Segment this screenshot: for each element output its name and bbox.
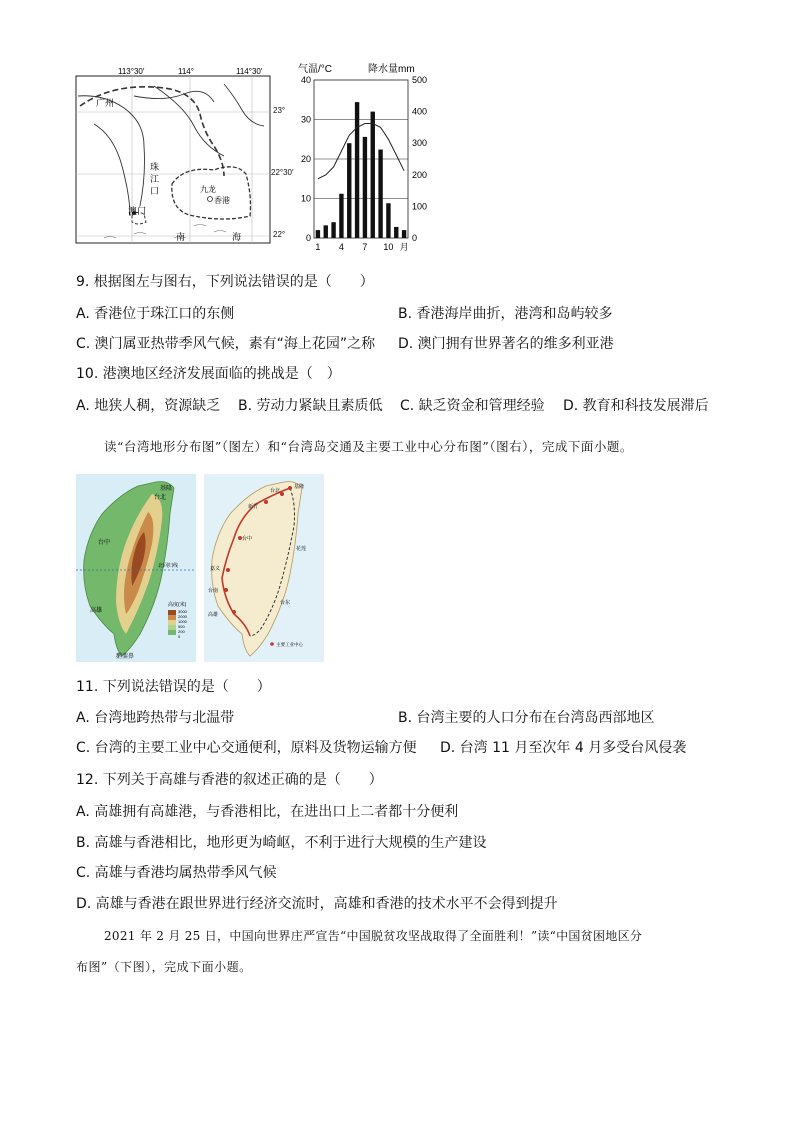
q10-stem: 10. 港澳地区经济发展面临的挑战是（ ）: [76, 366, 341, 382]
precip-bar: [402, 230, 406, 238]
q9-stem: 9. 根据图左与图右，下列说法错误的是（ ）: [76, 274, 374, 290]
precip-bar: [378, 150, 382, 238]
tr-label-tropic: 北回归线: [158, 563, 179, 569]
lon-label-1: 113°30′: [118, 67, 145, 76]
q10-option-a[interactable]: A. 地狭人稠，资源缺乏: [76, 398, 221, 414]
ylabel-right: 降水量mm: [368, 64, 415, 75]
tr-label-kaohsiung: 高雄: [90, 608, 103, 614]
label-xianggang: 香港: [214, 196, 230, 205]
label-hai: 海: [232, 232, 242, 242]
label-kou: 口: [150, 186, 160, 196]
precip-bar: [339, 194, 343, 238]
precip-bar: [371, 112, 375, 238]
label-nan: 南: [176, 232, 186, 242]
q11-stem: 11. 下列说法错误的是（ ）: [76, 679, 271, 695]
terrain-legend-v4: 500: [178, 624, 185, 629]
tt-label-taitung: 台东: [280, 600, 291, 606]
tr-label-keelung: 基隆: [160, 486, 173, 492]
precip-bar: [355, 102, 359, 238]
q10-option-c[interactable]: C. 缺乏资金和管理经验: [400, 398, 545, 414]
precip-bar: [316, 230, 320, 238]
label-aomen: 澳门: [128, 206, 147, 216]
tt-label-hsinchu: 新竹: [248, 504, 259, 510]
q9-option-a[interactable]: A. 香港位于珠江口的东侧: [76, 306, 235, 322]
right-tick-label: 400: [412, 106, 428, 117]
lat-label-3: 22°: [273, 230, 286, 239]
q11-option-c[interactable]: C. 台湾的主要工业中心交通便利，原料及货物运输方便: [76, 740, 417, 756]
right-tick-label: 200: [412, 169, 428, 180]
q11-option-b[interactable]: B. 台湾主要的人口分布在台湾岛西部地区: [398, 710, 655, 726]
q11-option-d[interactable]: D. 台湾 11 月至次年 4 月多受台风侵袭: [440, 740, 687, 756]
q11-option-a[interactable]: A. 台湾地跨热带与北温带: [76, 710, 235, 726]
q12-option-d[interactable]: D. 高雄与香港在跟世界进行经济交流时，高雄和香港的技术水平不会得到提升: [76, 896, 558, 912]
tt-label-taichung: 台中: [242, 536, 253, 542]
terrain-legend-v3: 1000: [178, 619, 187, 624]
left-tick-label: 40: [300, 75, 311, 85]
left-tick-label: 30: [300, 114, 311, 125]
right-tick-label: 300: [412, 138, 428, 149]
temperature-line: [318, 124, 404, 179]
taiwan-transport-map: [204, 474, 324, 662]
tt-label-hualien: 花莲: [296, 546, 307, 552]
tt-label-chiayi: 嘉义: [210, 566, 221, 572]
label-zhu: 珠: [150, 162, 160, 172]
terrain-legend-v1: 3000: [178, 609, 187, 614]
x-tick-label: 7: [362, 242, 368, 252]
x-tick-label: 4: [338, 242, 344, 252]
label-jiang: 江: [150, 174, 160, 184]
climate-chart: [292, 60, 442, 256]
q10-option-d[interactable]: D. 教育和科技发展滞后: [563, 398, 709, 414]
precip-bar: [331, 222, 335, 238]
lon-label-2: 114°: [178, 67, 194, 76]
right-tick-label: 100: [412, 201, 428, 212]
right-tick-label: 0: [412, 233, 418, 243]
precip-bar: [394, 227, 398, 238]
ylabel-left: 气温/°C: [298, 64, 332, 75]
terrain-legend-title: 高度(米): [168, 602, 187, 608]
label-jiulong: 九龙: [200, 185, 216, 194]
q12-stem: 12. 下列关于高雄与香港的叙述正确的是（ ）: [76, 772, 383, 788]
x-unit-label: 月: [399, 242, 409, 252]
precip-bar: [347, 143, 351, 238]
q12-option-b[interactable]: B. 高雄与香港相比，地形更为崎岖，不利于进行大规模的生产建设: [76, 835, 487, 851]
precip-bar: [363, 137, 367, 238]
tr-label-taipei: 台北: [154, 495, 167, 501]
terrain-legend-v2: 2000: [178, 614, 187, 619]
right-tick-label: 500: [412, 75, 428, 85]
precip-bar: [386, 203, 390, 238]
lat-label-1: 23°: [273, 106, 286, 115]
left-tick-label: 20: [300, 154, 311, 164]
lon-label-3: 114°30′: [236, 67, 263, 76]
q9-option-b[interactable]: B. 香港海岸曲折，港湾和岛屿较多: [398, 306, 613, 322]
terrain-legend-v5: 200: [178, 629, 185, 634]
q9-option-d[interactable]: D. 澳门拥有世界著名的维多利亚港: [398, 336, 614, 352]
tt-label-keelung: 基隆: [294, 484, 305, 490]
x-tick-label: 1: [315, 242, 321, 252]
q12-option-a[interactable]: A. 高雄拥有高雄港，与香港相比，在进出口上二者都十分便利: [76, 804, 459, 820]
tt-label-tainan: 台南: [208, 588, 219, 594]
x-tick-label: 10: [383, 242, 394, 252]
terrain-legend-v6: 0: [178, 634, 181, 639]
poverty-intro-line2: 布图”（下图），完成下面小题。: [76, 960, 252, 974]
tt-label-taipei: 台北: [270, 488, 281, 494]
pearl-river-map: [74, 66, 274, 246]
left-tick-label: 0: [305, 233, 311, 243]
taiwan-terrain-map: [76, 474, 196, 662]
q12-option-c[interactable]: C. 高雄与香港均属热带季风气候: [76, 865, 277, 881]
q9-option-c[interactable]: C. 澳门属亚热带季风气候，素有“海上花园”之称: [76, 336, 376, 352]
precip-bar: [324, 225, 328, 238]
q10-option-b[interactable]: B. 劳动力紧缺且素质低: [238, 398, 383, 414]
tr-label-eluanbi: 鹅銮鼻: [116, 654, 135, 660]
left-tick-label: 10: [300, 193, 311, 204]
tr-label-taichung: 台中: [98, 540, 111, 546]
industry-legend: 主要工业中心: [276, 642, 303, 647]
taiwan-intro: 读“台湾地形分布图”（图左）和“台湾岛交通及主要工业中心分布图”（图右），完成下面小题。: [104, 439, 633, 454]
poverty-intro-line1: 2021 年 2 月 25 日，中国向世界庄严宣告“中国脱贫攻坚战取得了全面胜利！”读“中国贫困地区分: [104, 929, 643, 943]
lat-label-2: 22°30′: [271, 168, 294, 177]
label-guangzhou: 广州: [96, 98, 115, 108]
tt-label-kaohsiung: 高雄: [208, 612, 219, 618]
